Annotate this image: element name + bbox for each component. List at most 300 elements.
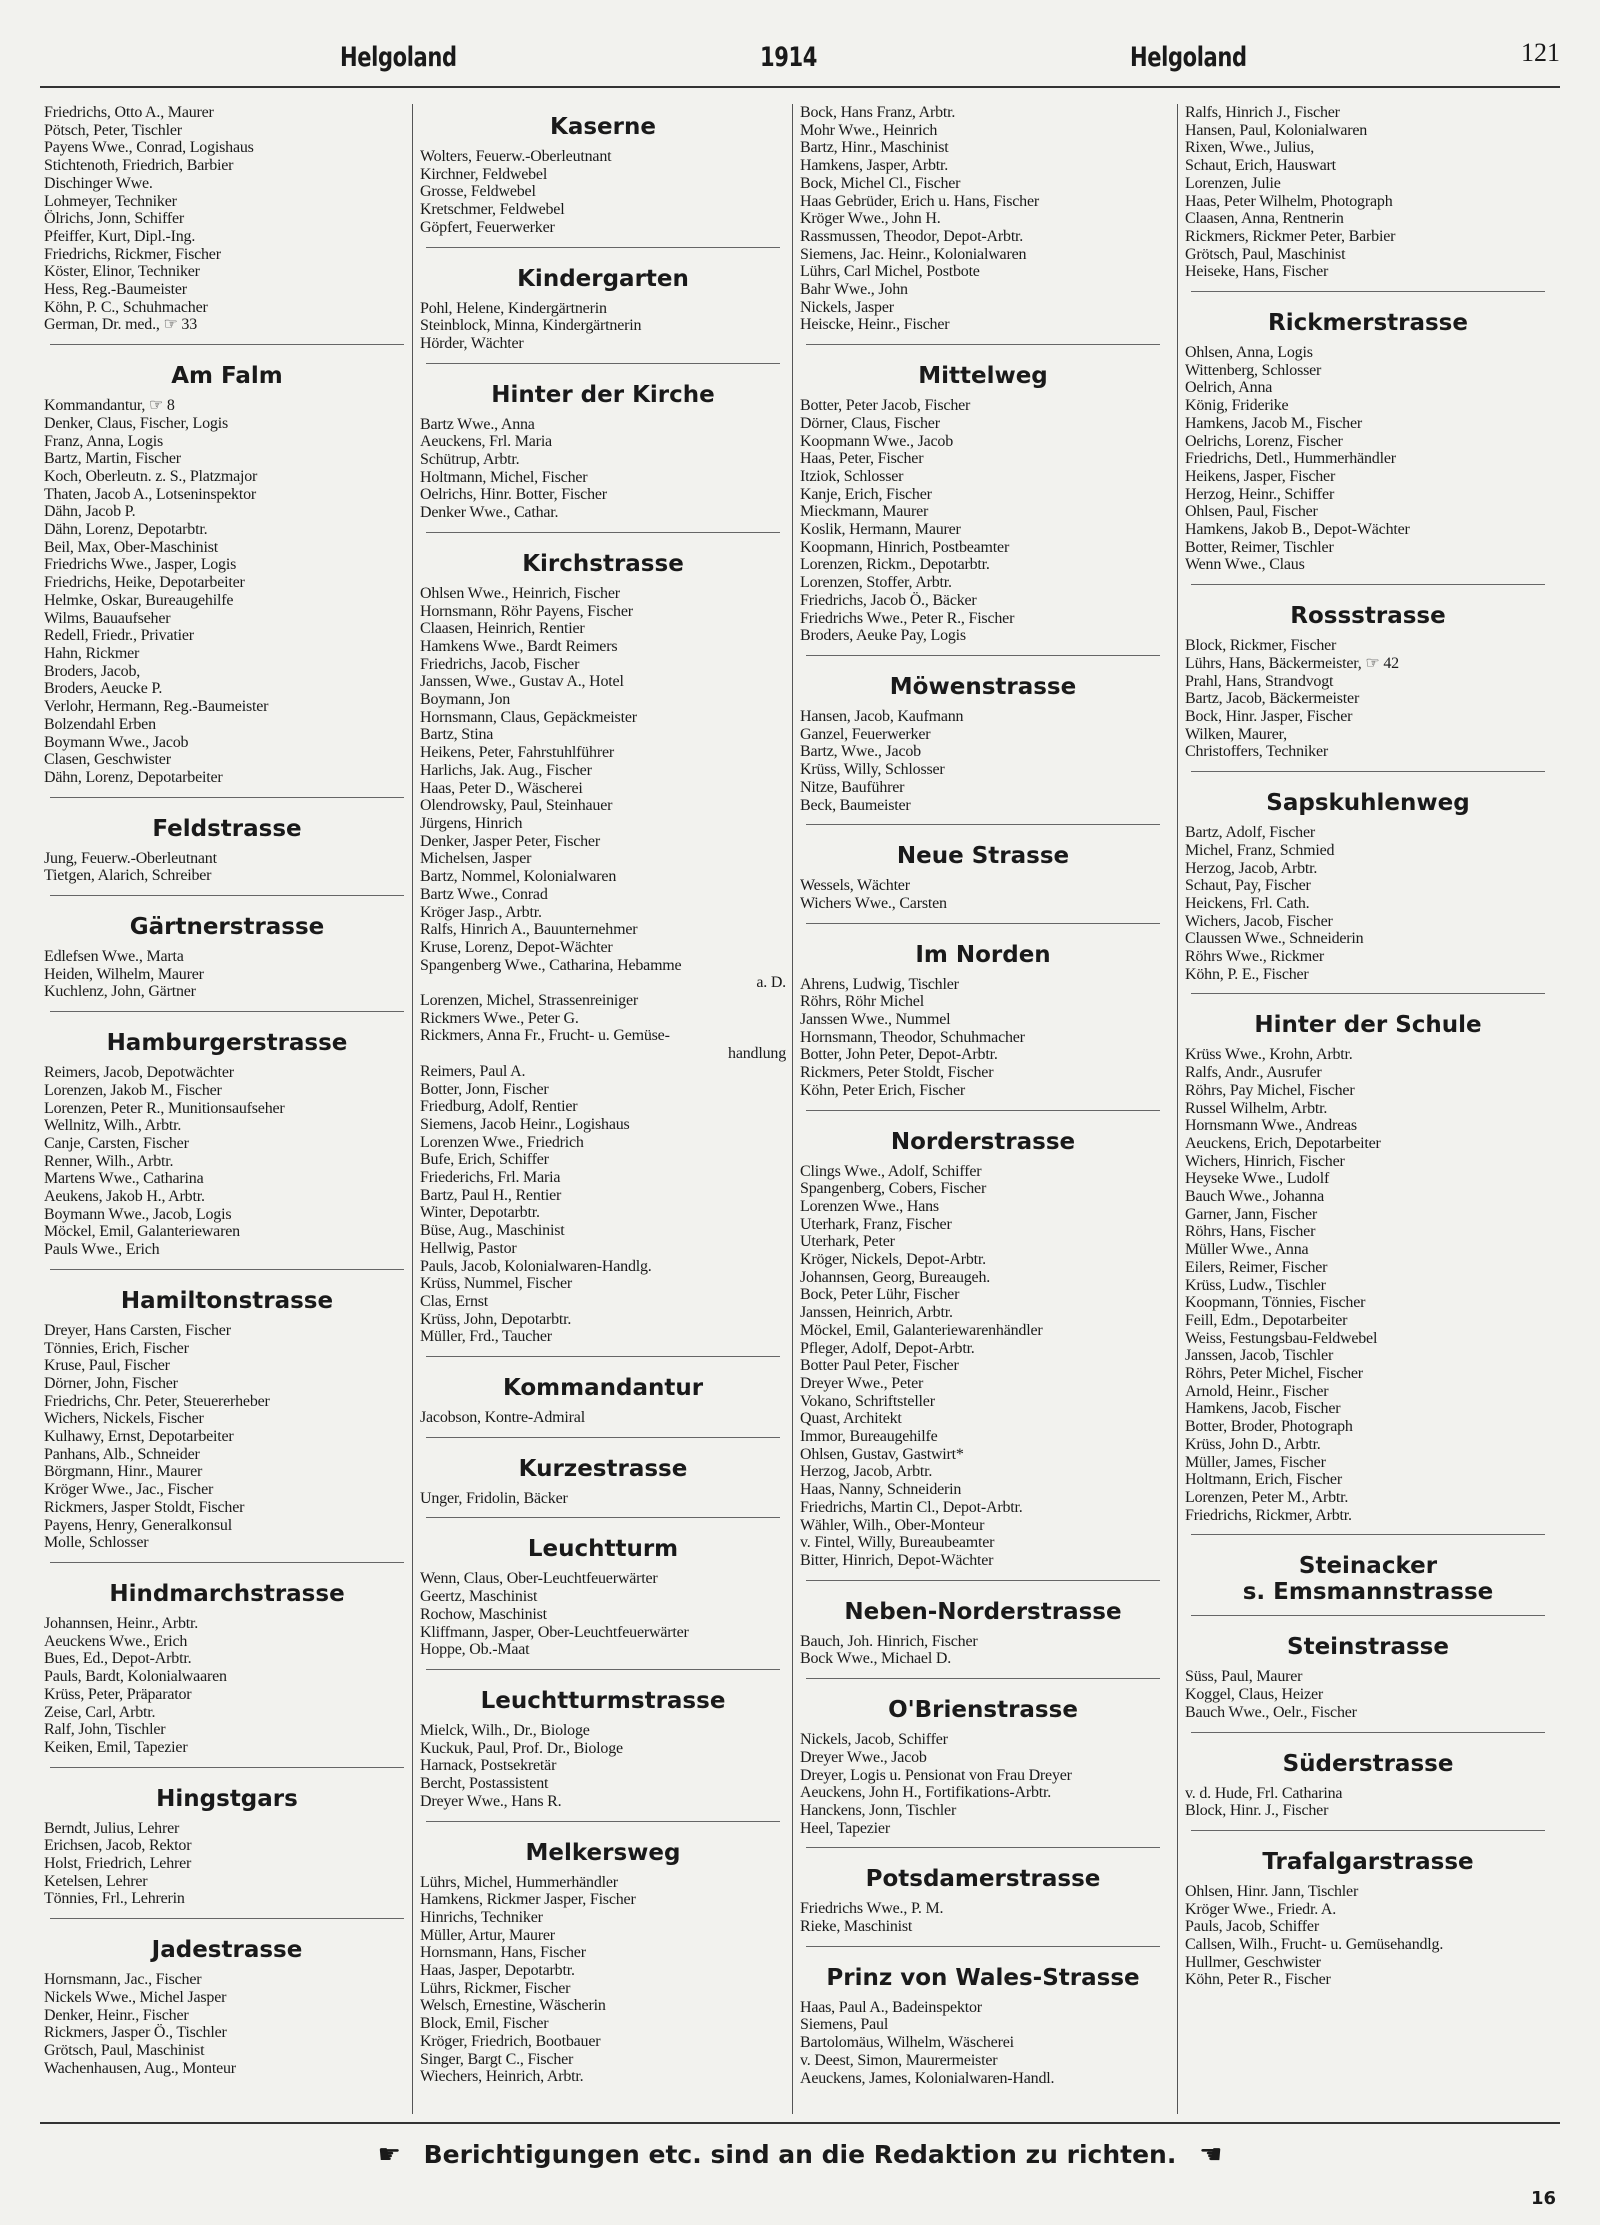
resident-entry: Block, Emil, Fischer bbox=[420, 2015, 549, 2033]
resident-entry: Hansen, Paul, Kolonialwaren bbox=[1185, 121, 1368, 139]
resident-entry: Ölrichs, Jonn, Schiffer bbox=[44, 210, 184, 228]
resident-entry: Johannsen, Georg, Bureaugeh. bbox=[800, 1268, 991, 1286]
street-name: Hamburgerstrasse bbox=[106, 1030, 348, 1057]
resident-list bbox=[800, 976, 1166, 1100]
street-section bbox=[420, 1840, 786, 2086]
resident-entry: Clings Wwe., Adolf, Schiffer bbox=[800, 1162, 982, 1180]
resident-entry: Rickmers, Jasper Stoldt, Fischer bbox=[44, 1498, 245, 1516]
resident-entry: Kruse, Paul, Fischer bbox=[44, 1357, 170, 1375]
resident-entry: Ralfs, Hinrich J., Fischer bbox=[1185, 104, 1340, 121]
resident-entry: Michel, Franz, Schmied bbox=[1185, 841, 1335, 859]
street-name: Norderstrasse bbox=[890, 1128, 1076, 1155]
resident-entry: Reimers, Paul A. bbox=[420, 1062, 526, 1080]
resident-entry: Bock, Hinr. Jasper, Fischer bbox=[1185, 707, 1353, 725]
resident-entry: Boymann Wwe., Jacob bbox=[44, 733, 189, 751]
resident-entry: Itziok, Schlosser bbox=[800, 467, 904, 485]
resident-entry: Kruse, Lorenz, Depot-Wächter bbox=[420, 938, 613, 956]
street-section bbox=[800, 1866, 1166, 1946]
resident-entry: Herzog, Heinr., Schiffer bbox=[1185, 485, 1335, 503]
section-divider bbox=[50, 1269, 404, 1270]
street-name: Jadestrasse bbox=[151, 1937, 303, 1964]
resident-entry: Eilers, Reimer, Fischer bbox=[1185, 1258, 1328, 1276]
resident-list bbox=[800, 397, 1166, 645]
resident-entry: Nickels, Jacob, Schiffer bbox=[800, 1731, 948, 1749]
resident-list bbox=[44, 1322, 410, 1552]
header-place-left: Helgoland bbox=[340, 42, 457, 73]
section-divider bbox=[806, 1580, 1160, 1581]
resident-entry: Bartolomäus, Wilhelm, Wäscherei bbox=[800, 2034, 1014, 2052]
street-heading bbox=[1185, 1849, 1551, 1875]
resident-entry: Wichers, Nickels, Fischer bbox=[44, 1410, 204, 1428]
resident-entry: Weiss, Festungsbau-Feldwebel bbox=[1185, 1329, 1378, 1347]
resident-list bbox=[420, 300, 786, 353]
section-divider bbox=[806, 1946, 1160, 1947]
section-divider bbox=[50, 1767, 404, 1768]
resident-entry: Köster, Elinor, Techniker bbox=[44, 263, 200, 281]
street-heading bbox=[800, 1866, 1166, 1892]
street-section bbox=[420, 1536, 786, 1670]
street-heading bbox=[44, 1581, 410, 1607]
resident-list bbox=[420, 416, 786, 522]
resident-entry: Müller, Frd., Taucher bbox=[420, 1328, 552, 1346]
street-heading bbox=[800, 1129, 1166, 1155]
section-divider bbox=[50, 1562, 404, 1563]
resident-entry: Wiechers, Heinrich, Arbtr. bbox=[420, 2068, 584, 2086]
section-divider bbox=[50, 1918, 404, 1919]
resident-entry: Aeuckens, Frl. Maria bbox=[420, 433, 552, 451]
header-year: 1914 bbox=[760, 42, 818, 73]
resident-entry: Aeukens, Jakob H., Arbtr. bbox=[44, 1188, 205, 1206]
resident-entry: Köhn, Peter Erich, Fischer bbox=[800, 1081, 965, 1099]
resident-entry: Nitze, Bauführer bbox=[800, 778, 905, 796]
resident-entry: Nickels, Jasper bbox=[800, 298, 894, 316]
street-name: Rossstrasse bbox=[1290, 603, 1446, 630]
resident-entry: Denker, Jasper Peter, Fischer bbox=[420, 832, 600, 850]
resident-list bbox=[1185, 104, 1551, 281]
resident-list bbox=[800, 1163, 1166, 1570]
street-name: Steinacker bbox=[1298, 1553, 1438, 1580]
section-divider bbox=[806, 923, 1160, 924]
resident-entry: Aeuckens, Erich, Depotarbeiter bbox=[1185, 1134, 1381, 1152]
resident-list bbox=[1185, 344, 1551, 574]
resident-entry: Haas, Peter, Fischer bbox=[800, 450, 924, 468]
street-heading bbox=[1185, 1751, 1551, 1777]
section-divider bbox=[806, 1847, 1160, 1848]
resident-entry: Haas Gebrüder, Erich u. Hans, Fischer bbox=[800, 192, 1039, 210]
resident-entry: Lorenzen, Rickm., Depotarbtr. bbox=[800, 556, 990, 574]
resident-entry: Dreyer, Logis u. Pensionat von Frau Dreyer bbox=[800, 1766, 1072, 1784]
street-heading bbox=[420, 1456, 786, 1482]
street-heading bbox=[1185, 790, 1551, 816]
resident-entry: Friedrichs, Martin Cl., Depot-Arbtr. bbox=[800, 1498, 1023, 1516]
resident-entry: Dörner, John, Fischer bbox=[44, 1374, 178, 1392]
resident-entry: Friedrichs, Chr. Peter, Steuererheber bbox=[44, 1392, 270, 1410]
resident-entry: Ralf, John, Tischler bbox=[44, 1721, 166, 1739]
resident-list bbox=[800, 1731, 1166, 1837]
resident-entry: Krüss Wwe., Krohn, Arbtr. bbox=[1185, 1046, 1353, 1064]
resident-entry: Wenn Wwe., Claus bbox=[1185, 556, 1305, 574]
resident-entry: Holst, Friedrich, Lehrer bbox=[44, 1855, 192, 1873]
resident-entry: Wilken, Maurer, bbox=[1185, 725, 1287, 743]
resident-entry: Göpfert, Feuerwerker bbox=[420, 218, 555, 236]
resident-entry: Canje, Carsten, Fischer bbox=[44, 1134, 189, 1152]
resident-entry: Botter, Reimer, Tischler bbox=[1185, 538, 1334, 556]
resident-entry: Friedrichs, Heike, Depotarbeiter bbox=[44, 574, 245, 592]
resident-entry: Steinblock, Minna, Kindergärtnerin bbox=[420, 317, 642, 335]
resident-entry: Reimers, Jacob, Depotwächter bbox=[44, 1064, 234, 1082]
street-name: Gärtnerstrasse bbox=[129, 914, 325, 941]
street-heading bbox=[44, 1288, 410, 1314]
resident-list bbox=[420, 1490, 786, 1508]
section-divider bbox=[50, 895, 404, 896]
column-1 bbox=[44, 104, 410, 2115]
resident-entry: Müller, James, Fischer bbox=[1185, 1453, 1326, 1471]
resident-entry: Hörder, Wächter bbox=[420, 334, 524, 352]
resident-entry: Bufe, Erich, Schiffer bbox=[420, 1151, 549, 1169]
street-section bbox=[1185, 1634, 1551, 1732]
resident-entry: Bartz Wwe., Conrad bbox=[420, 885, 548, 903]
street-name: O'Brienstrasse bbox=[888, 1697, 1078, 1724]
resident-entry: Müller Wwe., Anna bbox=[1185, 1241, 1309, 1259]
resident-entry: Hornsmann, Hans, Fischer bbox=[420, 1944, 586, 1962]
resident-entry: Lorenzen, Stoffer, Arbtr. bbox=[800, 574, 952, 592]
street-section bbox=[44, 1030, 410, 1270]
resident-entry: Holtmann, Erich, Fischer bbox=[1185, 1471, 1342, 1489]
resident-entry: Christoffers, Techniker bbox=[1185, 743, 1328, 761]
resident-list bbox=[800, 708, 1166, 814]
resident-entry: Krüss, Peter, Präparator bbox=[44, 1685, 192, 1703]
resident-entry: Krüss, John D., Arbtr. bbox=[1185, 1435, 1321, 1453]
resident-list bbox=[420, 1722, 786, 1811]
street-heading bbox=[44, 1937, 410, 1963]
resident-entry: Wähler, Wilh., Ober-Monteur bbox=[800, 1516, 985, 1534]
resident-entry: Grötsch, Paul, Maschinist bbox=[1185, 245, 1346, 263]
column-divider bbox=[1177, 104, 1178, 2114]
section-divider bbox=[1191, 584, 1545, 585]
street-name: Leuchtturmstrasse bbox=[480, 1688, 726, 1714]
resident-entry: Friedrichs, Otto A., Maurer bbox=[44, 104, 214, 121]
resident-list bbox=[1185, 1046, 1551, 1524]
resident-entry: Feill, Edm., Depotarbeiter bbox=[1185, 1311, 1348, 1329]
resident-entry: Heiseke, Hans, Fischer bbox=[1185, 263, 1329, 281]
resident-entry: Bartz, Stina bbox=[420, 726, 494, 744]
resident-entry: Spangenberg, Cobers, Fischer bbox=[800, 1180, 987, 1198]
street-heading bbox=[800, 1599, 1166, 1625]
resident-entry: Ganzel, Feuerwerker bbox=[800, 725, 931, 743]
resident-entry: Herzog, Jacob, Arbtr. bbox=[1185, 859, 1318, 877]
resident-entry: Geertz, Maschinist bbox=[420, 1588, 538, 1606]
resident-list bbox=[44, 104, 410, 334]
resident-entry: Möckel, Emil, Galanteriewaren bbox=[44, 1223, 240, 1241]
street-name: Süderstrasse bbox=[1282, 1750, 1454, 1777]
resident-entry: Hahn, Rickmer bbox=[44, 644, 140, 662]
street-name: Hinter der Schule bbox=[1254, 1012, 1482, 1039]
resident-entry: Hess, Reg.-Baumeister bbox=[44, 281, 187, 299]
street-section bbox=[44, 1937, 410, 2077]
resident-entry: Michelsen, Jasper bbox=[420, 850, 532, 868]
street-section bbox=[800, 1965, 1166, 2088]
resident-entry: Kröger Wwe., Friedr. A. bbox=[1185, 1900, 1337, 1918]
resident-entry: Boymann Wwe., Jacob, Logis bbox=[44, 1205, 232, 1223]
resident-entry: Lorenzen Wwe., Hans bbox=[800, 1197, 939, 1215]
street-heading bbox=[800, 942, 1166, 968]
column-divider bbox=[792, 104, 793, 2114]
resident-list bbox=[420, 1570, 786, 1659]
section-divider bbox=[50, 344, 404, 345]
resident-entry: Olendrowsky, Paul, Steinhauer bbox=[420, 797, 613, 815]
resident-entry: Wichers Wwe., Carsten bbox=[800, 894, 947, 912]
resident-entry: Lohmeyer, Techniker bbox=[44, 192, 177, 210]
resident-entry: Siemens, Jacob Heinr., Logishaus bbox=[420, 1115, 630, 1133]
street-section bbox=[44, 1786, 410, 1920]
resident-entry: Hellwig, Pastor bbox=[420, 1239, 517, 1257]
resident-entry: Börgmann, Hinr., Maurer bbox=[44, 1463, 203, 1481]
resident-entry: Wilms, Bauaufseher bbox=[44, 609, 171, 627]
section-divider bbox=[1191, 993, 1545, 994]
resident-entry: Koopmann, Hinrich, Postbeamter bbox=[800, 538, 1010, 556]
resident-entry: Dreyer Wwe., Hans R. bbox=[420, 1792, 562, 1810]
resident-entry: Rickmers Wwe., Peter G. bbox=[420, 1009, 579, 1027]
resident-entry: Ohlsen Wwe., Heinrich, Fischer bbox=[420, 584, 620, 602]
resident-entry: Denker, Claus, Fischer, Logis bbox=[44, 414, 228, 432]
resident-entry: Pohl, Helene, Kindergärtnerin bbox=[420, 299, 607, 317]
street-section bbox=[800, 104, 1166, 345]
resident-entry: Ohlsen, Gustav, Gastwirt* bbox=[800, 1445, 964, 1463]
resident-entry: Uterhark, Franz, Fischer bbox=[800, 1215, 952, 1233]
resident-entry: Redell, Friedr., Privatier bbox=[44, 627, 194, 645]
resident-entry: Johannsen, Heinr., Arbtr. bbox=[44, 1615, 199, 1632]
resident-entry: Rickmers, Anna Fr., Frucht- u. Gemüse- bbox=[420, 1027, 670, 1045]
resident-entry: Kröger Wwe., John H. bbox=[800, 210, 941, 228]
resident-list bbox=[800, 104, 1166, 334]
street-heading bbox=[1185, 603, 1551, 629]
resident-entry: Siemens, Paul bbox=[800, 2016, 889, 2034]
street-name: Neue Strasse bbox=[896, 843, 1070, 870]
resident-entry: Wichers, Jacob, Fischer bbox=[1185, 912, 1333, 930]
resident-entry: Lorenzen, Julie bbox=[1185, 174, 1281, 192]
resident-entry: Broders, Aeuke Pay, Logis bbox=[800, 627, 966, 645]
resident-list bbox=[1185, 824, 1551, 983]
resident-entry: Janssen, Wwe., Gustav A., Hotel bbox=[420, 673, 624, 691]
street-name: Hingstgars bbox=[156, 1785, 298, 1812]
street-heading bbox=[800, 1697, 1166, 1723]
street-section bbox=[1185, 790, 1551, 994]
resident-entry: Haas, Peter D., Wäscherei bbox=[420, 779, 583, 797]
resident-entry: Singer, Bargt C., Fischer bbox=[420, 2050, 574, 2068]
street-name: Steinstrasse bbox=[1287, 1634, 1449, 1661]
resident-list bbox=[800, 1900, 1166, 1935]
resident-entry: Hoppe, Ob.-Maat bbox=[420, 1641, 530, 1659]
resident-entry: Röhrs, Hans, Fischer bbox=[1185, 1223, 1316, 1241]
resident-entry: Jung, Feuerw.-Oberleutnant bbox=[44, 849, 217, 867]
resident-list bbox=[1185, 1883, 1551, 1989]
street-section bbox=[44, 104, 410, 345]
street-section bbox=[44, 1581, 410, 1768]
resident-entry: Dähn, Jacob P. bbox=[44, 503, 136, 521]
street-section bbox=[1185, 1012, 1551, 1535]
street-name: Hinter der Kirche bbox=[491, 381, 715, 408]
section-divider bbox=[426, 1669, 780, 1670]
resident-entry: Hamkens, Jakob B., Depot-Wächter bbox=[1185, 521, 1410, 539]
resident-entry: Mieckmann, Maurer bbox=[800, 503, 929, 521]
resident-entry: Oelrichs, Hinr. Botter, Fischer bbox=[420, 486, 607, 504]
street-section bbox=[44, 1288, 410, 1563]
resident-entry: Bartz, Nommel, Kolonialwaren bbox=[420, 868, 617, 886]
resident-entry: Friedburg, Adolf, Rentier bbox=[420, 1098, 578, 1116]
resident-entry: Hanckens, Jonn, Tischler bbox=[800, 1801, 957, 1819]
resident-entry: Röhrs, Pay Michel, Fischer bbox=[1185, 1081, 1355, 1099]
resident-entry: Hansen, Jacob, Kaufmann bbox=[800, 707, 964, 725]
resident-entry: Köhn, P. C., Schuhmacher bbox=[44, 298, 208, 316]
resident-entry: v. d. Hude, Frl. Catharina bbox=[1185, 1784, 1343, 1802]
resident-entry: Jürgens, Hinrich bbox=[420, 814, 523, 832]
resident-list bbox=[420, 585, 786, 1346]
resident-entry: Kulhawy, Ernst, Depotarbeiter bbox=[44, 1428, 234, 1446]
street-heading bbox=[800, 674, 1166, 700]
resident-entry: Wichers, Hinrich, Fischer bbox=[1185, 1152, 1345, 1170]
street-heading bbox=[420, 114, 786, 140]
resident-entry: Kirchner, Feldwebel bbox=[420, 165, 548, 183]
resident-entry: Kröger, Friedrich, Bootbauer bbox=[420, 2032, 601, 2050]
resident-entry: Oelrich, Anna bbox=[1185, 379, 1273, 397]
street-section bbox=[44, 914, 410, 1012]
resident-entry: Jacobson, Kontre-Admiral bbox=[420, 1409, 585, 1427]
street-name: Neben-Norderstrasse bbox=[844, 1598, 1122, 1625]
resident-entry: Bartz, Paul H., Rentier bbox=[420, 1186, 562, 1204]
resident-entry: Hinrichs, Techniker bbox=[420, 1908, 543, 1926]
resident-entry: Unger, Fridolin, Bäcker bbox=[420, 1489, 568, 1507]
resident-entry: Lührs, Michel, Hummerhändler bbox=[420, 1873, 618, 1891]
resident-entry: Bartz, Hinr., Maschinist bbox=[800, 139, 949, 157]
street-name: Kirchstrasse bbox=[522, 550, 684, 577]
street-section bbox=[420, 1688, 786, 1822]
street-section bbox=[420, 1375, 786, 1438]
street-section bbox=[1185, 1849, 1551, 1989]
resident-entry: Hullmer, Geschwister bbox=[1185, 1953, 1321, 1971]
resident-entry: König, Friderike bbox=[1185, 397, 1289, 415]
street-section bbox=[1185, 104, 1551, 292]
resident-list bbox=[420, 1409, 786, 1427]
pointing-hand-right-icon: ☛ bbox=[377, 2140, 401, 2170]
resident-entry: v. Deest, Simon, Maurermeister bbox=[800, 2051, 998, 2069]
resident-entry: Hamkens, Rickmer Jasper, Fischer bbox=[420, 1891, 636, 1909]
resident-entry: Renner, Wilh., Arbtr. bbox=[44, 1152, 174, 1170]
resident-entry: Schaut, Erich, Hauswart bbox=[1185, 157, 1336, 175]
street-name: Kaserne bbox=[550, 114, 656, 140]
resident-entry: Koch, Oberleutn. z. S., Platzmajor bbox=[44, 467, 258, 485]
resident-entry: Wittenberg, Schlosser bbox=[1185, 361, 1322, 379]
section-divider bbox=[426, 363, 780, 364]
resident-entry: Köhn, P. E., Fischer bbox=[1185, 965, 1309, 983]
resident-entry: Friedrichs, Jacob, Fischer bbox=[420, 655, 580, 673]
resident-entry: Janssen, Jacob, Tischler bbox=[1185, 1347, 1334, 1365]
resident-entry: Rickmers, Jasper Ö., Tischler bbox=[44, 2024, 227, 2042]
street-section bbox=[800, 942, 1166, 1111]
resident-entry: Broders, Jacob, bbox=[44, 662, 141, 680]
street-section bbox=[1185, 1553, 1551, 1616]
resident-entry: Bauch Wwe., Johanna bbox=[1185, 1188, 1324, 1206]
resident-entry: Bock, Michel Cl., Fischer bbox=[800, 174, 961, 192]
street-heading bbox=[1185, 1553, 1551, 1605]
resident-entry: Bock, Hans Franz, Arbtr. bbox=[800, 104, 956, 121]
section-divider bbox=[426, 532, 780, 533]
resident-entry: Denker Wwe., Cathar. bbox=[420, 504, 559, 522]
resident-entry: Kanje, Erich, Fischer bbox=[800, 485, 932, 503]
resident-entry: Martens Wwe., Catharina bbox=[44, 1170, 204, 1188]
street-name: Möwenstrasse bbox=[889, 673, 1077, 700]
resident-entry: Kröger Wwe., Jac., Fischer bbox=[44, 1481, 214, 1499]
resident-entry: Holtmann, Michel, Fischer bbox=[420, 468, 588, 486]
resident-entry: Röhrs Wwe., Rickmer bbox=[1185, 948, 1324, 966]
resident-entry: Heiden, Wilhelm, Maurer bbox=[44, 965, 204, 983]
resident-list bbox=[1185, 637, 1551, 761]
street-name: Hamiltonstrasse bbox=[120, 1287, 334, 1314]
resident-entry: Bock Wwe., Michael D. bbox=[800, 1650, 952, 1668]
resident-entry: Grosse, Feldwebel bbox=[420, 183, 536, 201]
resident-entry: Rickmers, Rickmer Peter, Barbier bbox=[1185, 227, 1396, 245]
resident-entry: Kuckuk, Paul, Prof. Dr., Biologe bbox=[420, 1739, 623, 1757]
street-section bbox=[420, 266, 786, 364]
resident-entry: Bartz, Wwe., Jacob bbox=[800, 743, 921, 761]
section-divider bbox=[1191, 1534, 1545, 1535]
section-divider bbox=[426, 1517, 780, 1518]
resident-entry: Kuchlenz, John, Gärtner bbox=[44, 983, 196, 1001]
resident-entry: Koopmann, Tönnies, Fischer bbox=[1185, 1294, 1366, 1312]
resident-entry: Rixen, Wwe., Julius, bbox=[1185, 139, 1315, 157]
resident-entry: Zeise, Carl, Arbtr. bbox=[44, 1703, 156, 1721]
resident-list bbox=[800, 877, 1166, 912]
resident-entry: Quast, Architekt bbox=[800, 1410, 902, 1428]
resident-entry: Friedrichs Wwe., P. M. bbox=[800, 1900, 944, 1918]
column-2 bbox=[420, 104, 786, 2115]
resident-entry: Haas, Nanny, Schneiderin bbox=[800, 1481, 962, 1499]
resident-entry: Clasen, Geschwister bbox=[44, 751, 171, 769]
resident-entry: Ahrens, Ludwig, Tischler bbox=[800, 975, 959, 993]
resident-entry: Dähn, Lorenz, Depotarbeiter bbox=[44, 768, 223, 786]
street-section bbox=[1185, 603, 1551, 772]
resident-entry: Bues, Ed., Depot-Arbtr. bbox=[44, 1650, 192, 1668]
street-section bbox=[800, 843, 1166, 923]
resident-entry: Dreyer, Hans Carsten, Fischer bbox=[44, 1321, 231, 1339]
resident-entry: Ralfs, Andr., Ausrufer bbox=[1185, 1064, 1322, 1082]
resident-entry: Tönnies, Erich, Fischer bbox=[44, 1339, 189, 1357]
resident-entry: Claussen Wwe., Schneiderin bbox=[1185, 930, 1364, 948]
street-section bbox=[420, 114, 786, 248]
resident-list bbox=[44, 1820, 410, 1909]
resident-entry: Harlichs, Jak. Aug., Fischer bbox=[420, 761, 592, 779]
resident-entry: Bercht, Postassistent bbox=[420, 1775, 549, 1793]
street-section bbox=[420, 382, 786, 533]
section-divider bbox=[806, 1110, 1160, 1111]
street-heading bbox=[44, 914, 410, 940]
resident-entry: Pauls, Jacob, Schiffer bbox=[1185, 1918, 1319, 1936]
resident-entry: Friedrichs, Jacob Ö., Bäcker bbox=[800, 591, 977, 609]
resident-entry: Wessels, Wächter bbox=[800, 877, 910, 895]
resident-entry: Pfleger, Adolf, Depot-Arbtr. bbox=[800, 1339, 975, 1357]
resident-entry: Beck, Baumeister bbox=[800, 796, 911, 814]
resident-list bbox=[44, 948, 410, 1001]
resident-entry: Friedrichs Wwe., Peter R., Fischer bbox=[800, 609, 1015, 627]
resident-entry: Bauch, Joh. Hinrich, Fischer bbox=[800, 1632, 978, 1650]
resident-list bbox=[420, 1874, 786, 2086]
resident-entry: a. D. bbox=[756, 974, 786, 992]
street-section bbox=[420, 551, 786, 1357]
resident-entry: Lorenzen, Michel, Strassenreiniger bbox=[420, 992, 639, 1010]
street-heading bbox=[1185, 1012, 1551, 1038]
resident-entry: Krüss, John, Depotarbtr. bbox=[420, 1310, 572, 1328]
resident-entry: Hamkens, Jacob, Fischer bbox=[1185, 1400, 1341, 1418]
resident-entry: Ketelsen, Lehrer bbox=[44, 1872, 148, 1890]
